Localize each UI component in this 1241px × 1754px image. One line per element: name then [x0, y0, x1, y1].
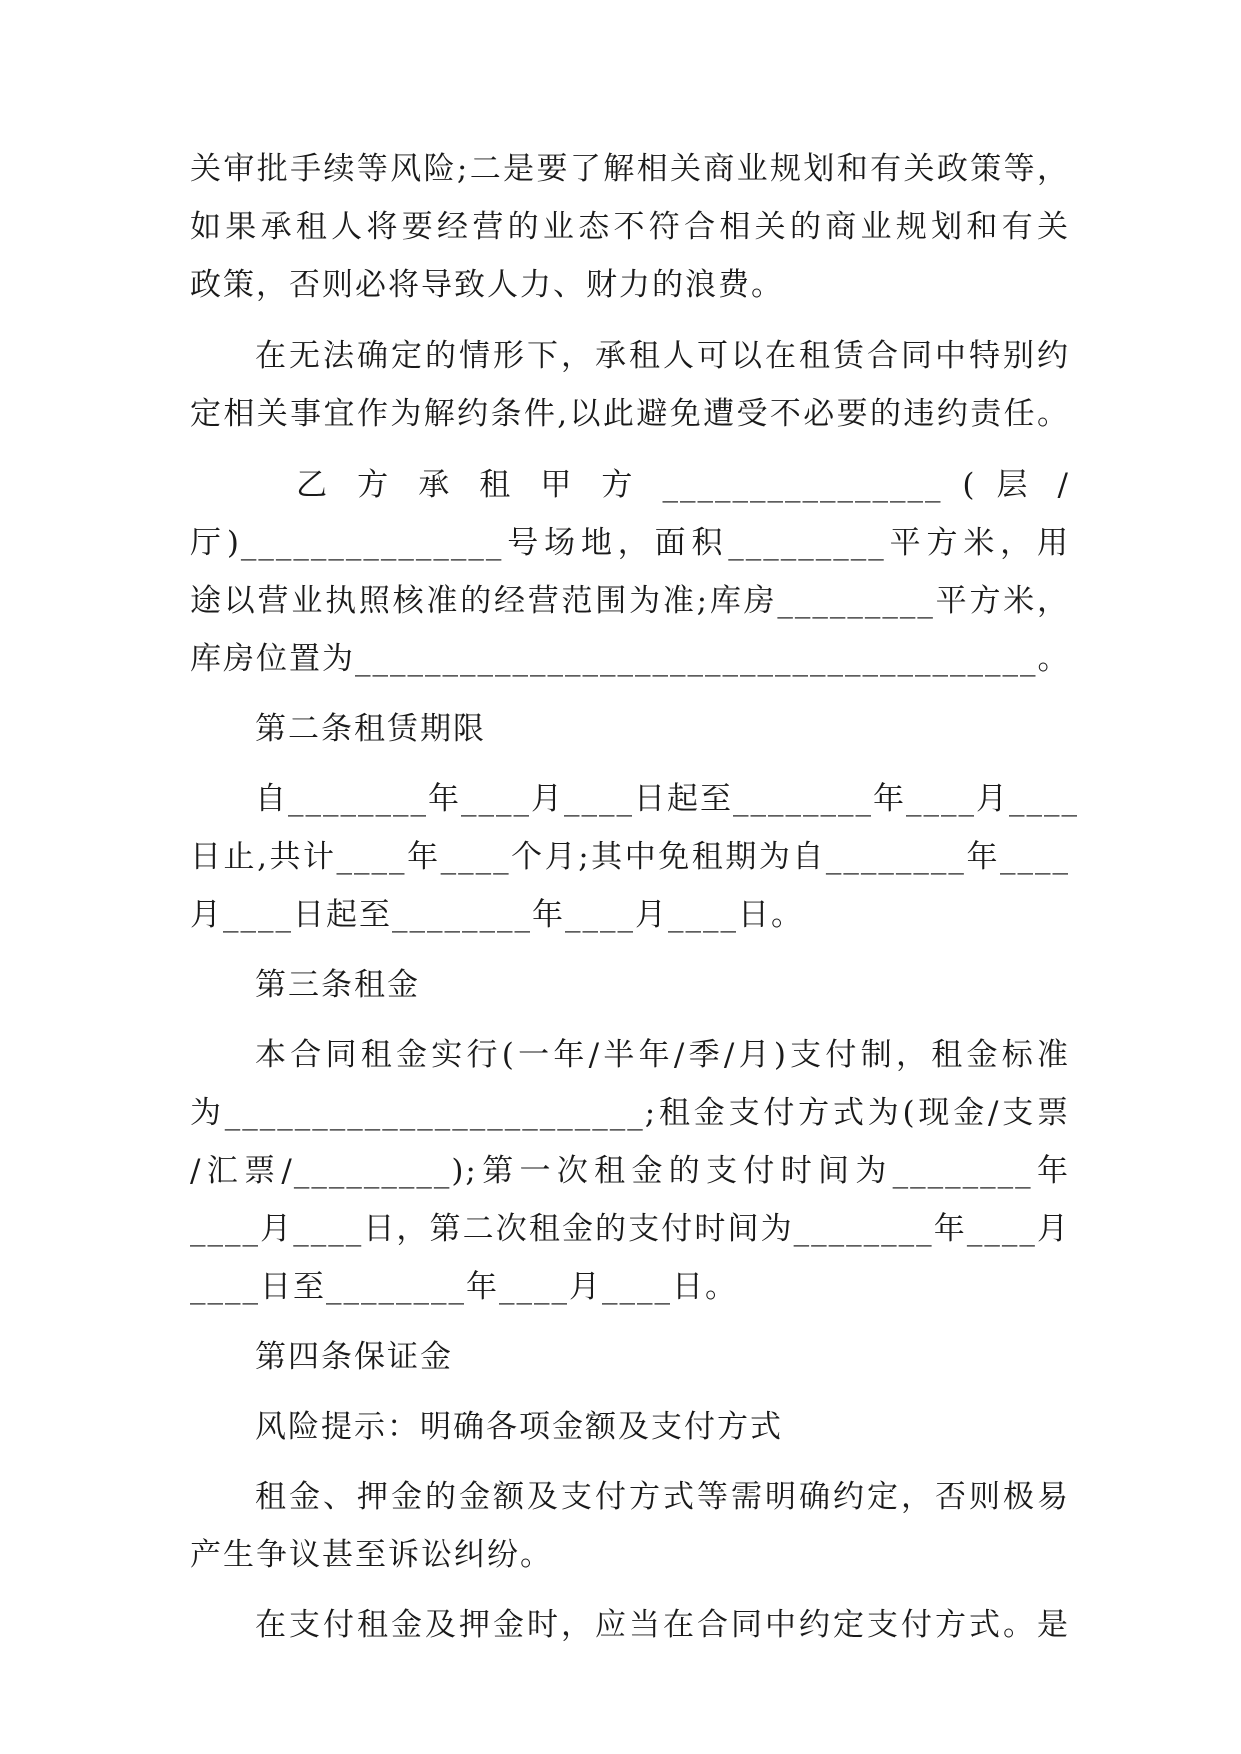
text-line: 如果承租人将要经营的业态不符合相关的商业规划和有关	[190, 209, 1070, 245]
text-line: 库房位置为_______________________________________。	[190, 641, 1071, 677]
text-line: 本合同租金实行(一年/半年/季/月)支付制，租金标准	[255, 1037, 1070, 1073]
text-line: 在无法确定的情形下，承租人可以在租赁合同中特别约	[255, 338, 1070, 374]
text-line: 日止,共计____年____个月;其中免租期为自________年____	[190, 839, 1070, 875]
text-line: ____月____日，第二次租金的支付时间为________年____月	[190, 1211, 1070, 1247]
section-heading: 第四条保证金	[255, 1339, 453, 1375]
text-line: 为________________________;租金支付方式为(现金/支票	[190, 1095, 1070, 1131]
text-line: 政策，否则必将导致人力、财力的浪费。	[190, 267, 784, 303]
text-line: 关审批手续等风险;二是要了解相关商业规划和有关政策等，	[190, 151, 1070, 187]
section-heading: 第二条租赁期限	[255, 711, 486, 747]
risk-note: 风险提示：明确各项金额及支付方式	[255, 1409, 783, 1445]
text-line: ____日至________年____月____日。	[190, 1269, 738, 1305]
text-line: 途以营业执照核准的经营范围为准;库房_________平方米，	[190, 583, 1070, 619]
text-line: 产生争议甚至诉讼纠纷。	[190, 1537, 553, 1573]
text-line: 乙 方 承 租 甲 方 ________________ ( 层 /	[255, 467, 1070, 503]
text-line: 租金、押金的金额及支付方式等需明确约定，否则极易	[255, 1479, 1070, 1515]
text-line: 自________年____月____日起至________年____月____	[255, 781, 1079, 817]
text-line: 定相关事宜作为解约条件,以此避免遭受不必要的违约责任。	[190, 396, 1070, 432]
section-heading: 第三条租金	[255, 967, 420, 1003]
text-line: 厅)_______________号场地，面积_________平方米，用	[190, 525, 1070, 561]
text-line: /汇票/_________);第一次租金的支付时间为________年	[190, 1153, 1070, 1189]
text-line: 在支付租金及押金时，应当在合同中约定支付方式。是	[255, 1607, 1070, 1643]
text-line: 月____日起至________年____月____日。	[190, 897, 804, 933]
